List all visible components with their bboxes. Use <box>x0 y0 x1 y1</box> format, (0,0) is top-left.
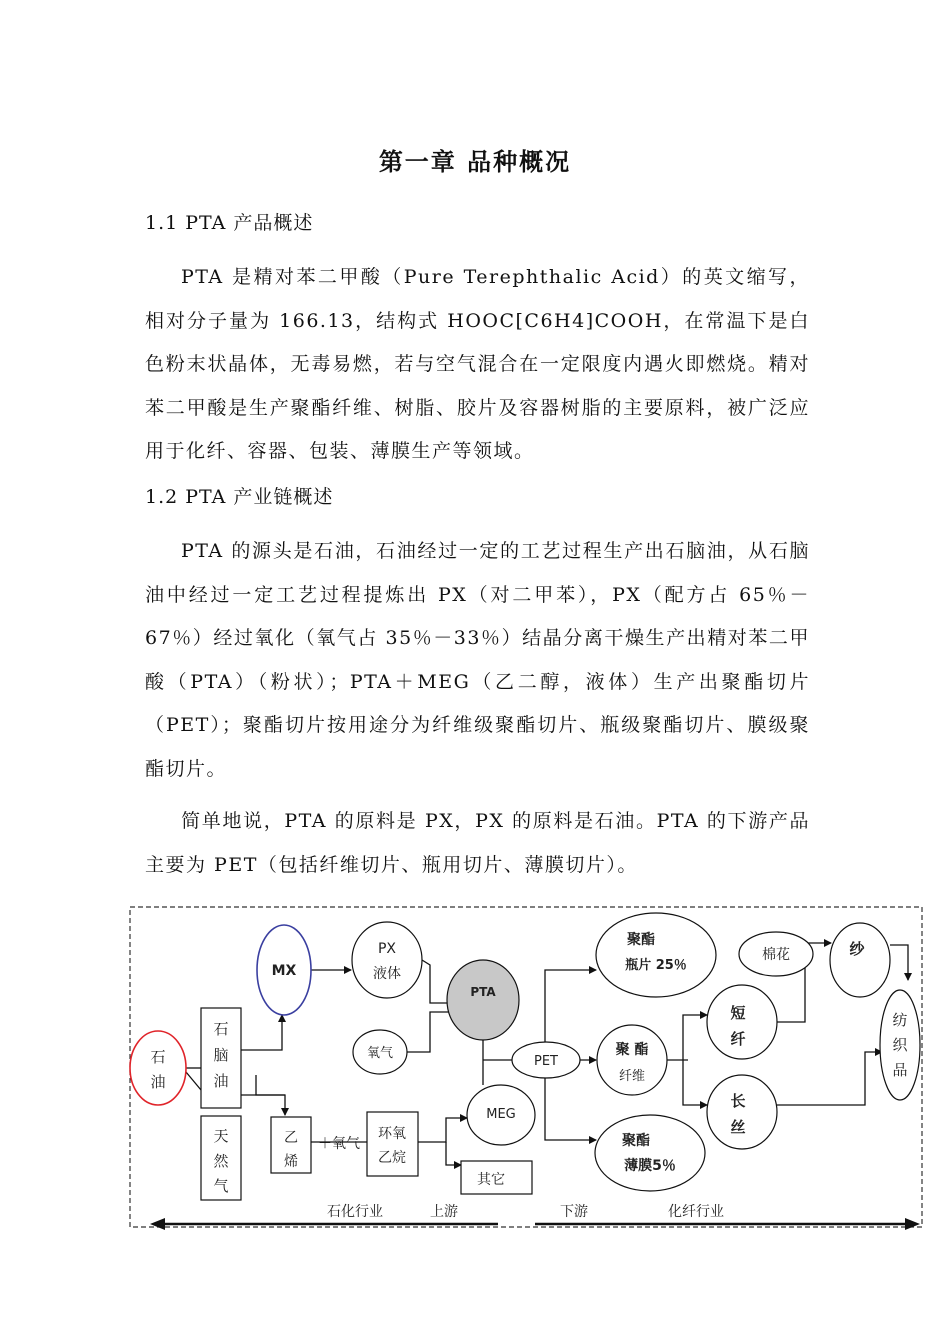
node-bottle-chip <box>596 913 716 997</box>
plus-oxygen-label: ＋氧气 <box>318 1136 360 1152</box>
node-other-label: 其它 <box>477 1172 505 1188</box>
section-1-paragraph: PTA 是精对苯二甲酸（Pure Terephthalic Acid）的英文缩写，相对分子量为 166.13，结构式 HOOC[C6H4]COOH，在常温下是白色粉末状晶体，无毒易燃，若与空气混合在一定限度内遇火即燃烧。精对苯二甲酸是生产聚酯纤维、树脂、胶片及容器树脂的主要原料，被广泛应用于化纤、容器、包装、薄膜生产等领域。 <box>145 266 810 462</box>
node-natural-gas-label: 天 <box>213 1127 229 1145</box>
node-natural-gas-label: 气 <box>213 1177 229 1195</box>
node-natural-gas-label: 然 <box>213 1152 229 1170</box>
section-2-paragraph-2: 简单地说，PTA 的原料是 PX，PX 的原料是石油。PTA 的下游产品主要为 PET（包括纤维切片、瓶用切片、薄膜切片）。 <box>145 810 810 876</box>
node-ethylene-label: 乙 <box>284 1130 298 1146</box>
label-upstream: 上游 <box>430 1204 458 1220</box>
label-chemfiber-industry: 化纤行业 <box>668 1204 724 1220</box>
node-pet-label: PET <box>534 1054 558 1069</box>
node-epoxy-ethane-label: 环氧 <box>378 1126 406 1142</box>
node-film-chip-label: 薄膜5％ <box>624 1158 676 1174</box>
node-naphtha-label: 脑 <box>213 1046 229 1064</box>
node-filament <box>707 1075 777 1149</box>
node-oxygen-label: 氧气 <box>366 1046 394 1061</box>
node-ethylene-label: 烯 <box>284 1154 298 1170</box>
industry-axis <box>150 1218 920 1230</box>
node-fiber-chip-label: 聚 酯 <box>615 1042 649 1058</box>
node-px <box>352 922 422 998</box>
node-textiles-label: 织 <box>892 1036 908 1054</box>
section-1-heading: 1.1 PTA 产品概述 <box>145 212 314 234</box>
node-meg-label: MEG <box>486 1107 516 1122</box>
node-oil-label: 石 <box>150 1048 166 1066</box>
node-px-label: 液体 <box>373 966 401 982</box>
node-filament-label: 丝 <box>730 1118 746 1136</box>
node-cotton-label: 棉花 <box>762 947 790 963</box>
label-downstream: 下游 <box>560 1204 588 1220</box>
chapter-title: 第一章 品种概况 <box>378 147 572 176</box>
node-film-chip <box>595 1115 705 1191</box>
node-bottle-chip-label: 瓶片 25％ <box>625 958 687 973</box>
node-naphtha-label: 石 <box>213 1020 229 1038</box>
node-yarn-label: 纱 <box>849 940 865 958</box>
node-px-label: PX <box>377 941 397 957</box>
node-oil <box>130 1031 186 1105</box>
label-petrochem-industry: 石化行业 <box>327 1204 383 1220</box>
node-fiber-chip-label: 纤维 <box>618 1069 646 1084</box>
section-2-heading: 1.2 PTA 产业链概述 <box>145 486 334 508</box>
node-staple-fiber-label: 短 <box>730 1004 746 1022</box>
node-pta <box>447 960 519 1040</box>
node-fiber-chip <box>597 1025 667 1095</box>
node-textiles-label: 品 <box>892 1061 908 1079</box>
node-film-chip-label: 聚酯 <box>622 1133 650 1149</box>
node-epoxy-ethane-label: 乙烷 <box>378 1150 406 1166</box>
node-epoxy-ethane <box>367 1112 418 1176</box>
node-textiles-label: 纺 <box>892 1011 908 1029</box>
node-yarn <box>830 923 890 997</box>
node-pta-label: PTA <box>470 985 496 999</box>
node-staple-fiber-label: 纤 <box>730 1030 746 1048</box>
node-naphtha-label: 油 <box>213 1072 229 1090</box>
section-2-paragraph-1: PTA 的源头是石油，石油经过一定的工艺过程生产出石脑油，从石脑油中经过一定工艺过程提炼出 PX（对二甲苯），PX（配方占 65％－67％）经过氧化（氧气占 35％－33％）结晶分离干燥生产出精对苯二甲酸（PTA）（粉状）；PTA＋MEG（乙二醇，液体）生产出聚酯切片（PET）；聚酯切片按用途分为纤维级聚酯切片、瓶级聚酯切片、膜级聚酯切片。 <box>145 540 810 780</box>
node-oil-label: 油 <box>150 1073 166 1091</box>
pta-industry-chain-diagram <box>128 905 925 1230</box>
node-filament-label: 长 <box>730 1092 746 1110</box>
node-bottle-chip-label: 聚酯 <box>627 932 655 948</box>
node-mx-label: MX <box>271 963 297 979</box>
